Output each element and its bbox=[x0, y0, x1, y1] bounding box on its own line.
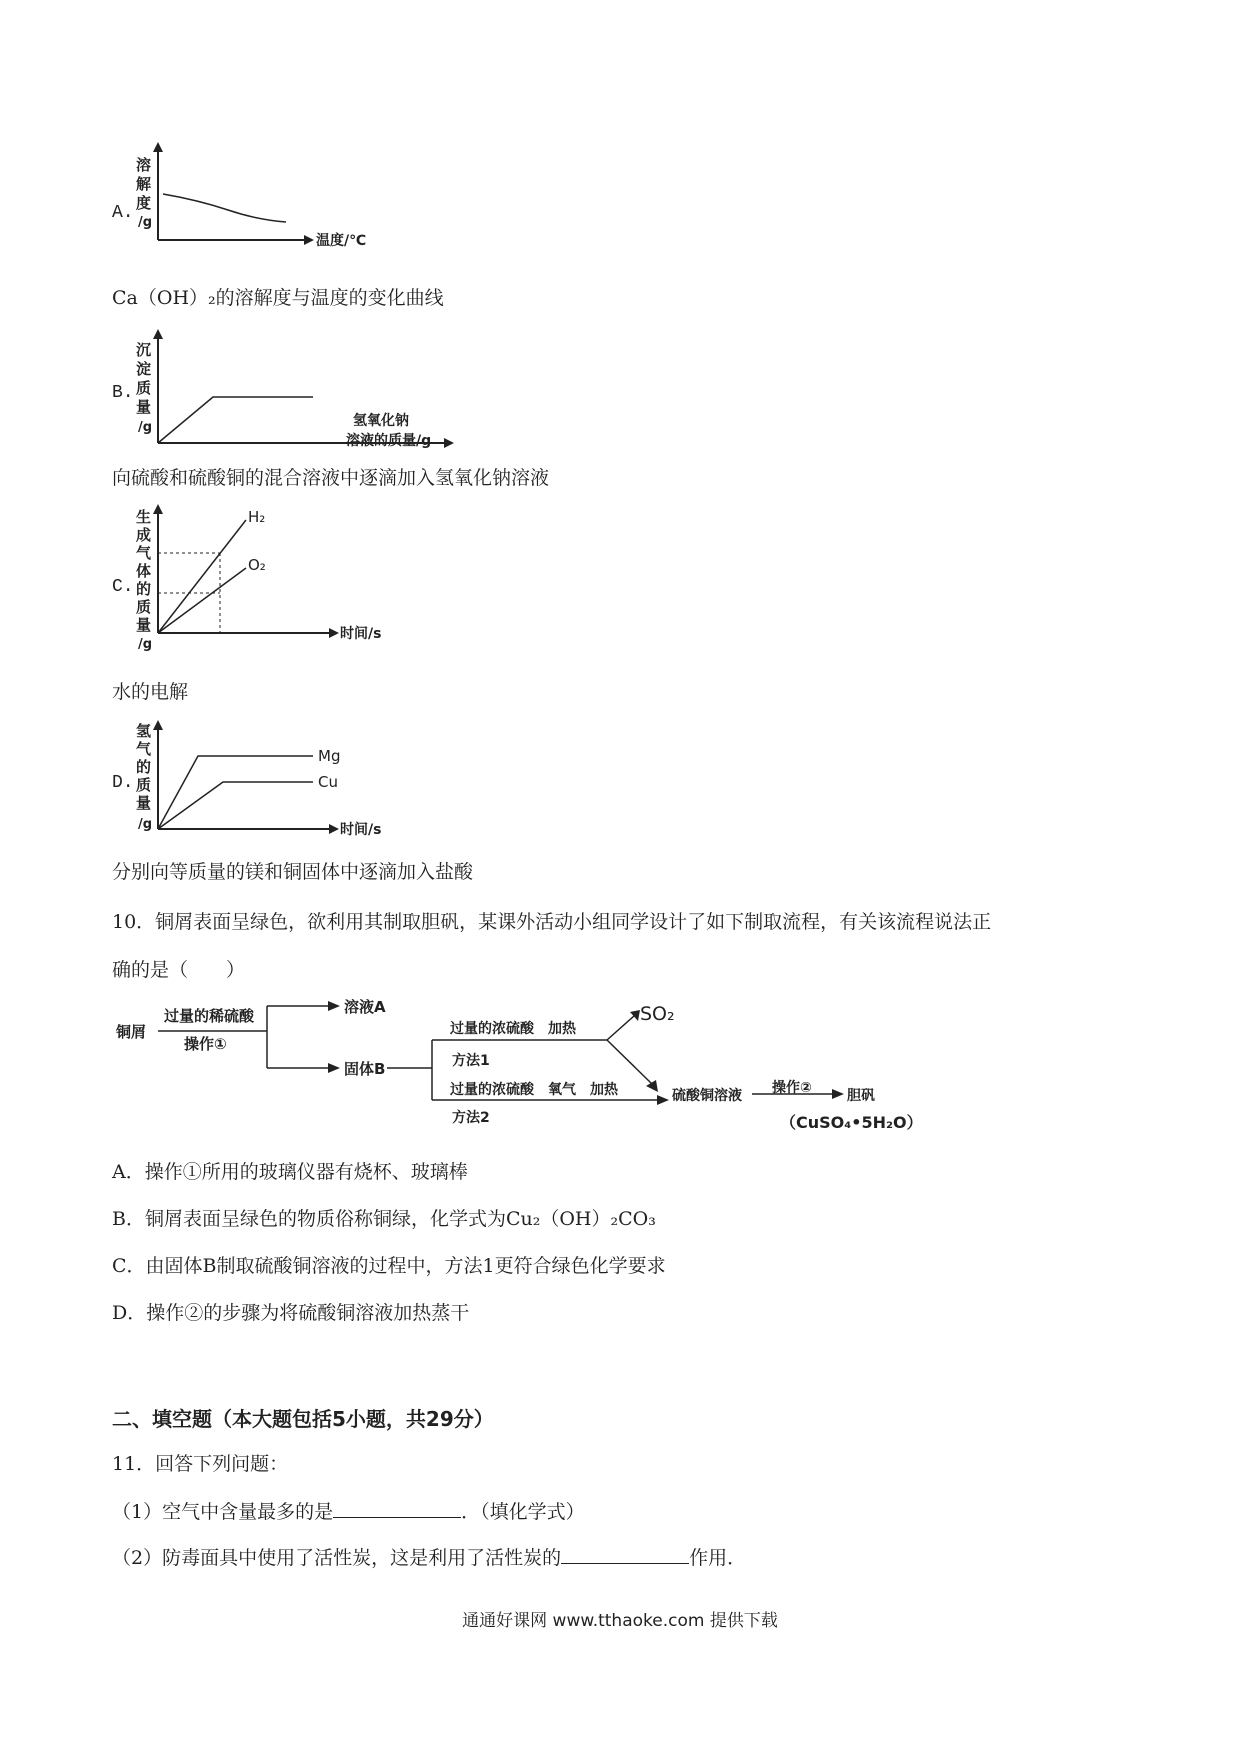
q10-option-b: B．铜屑表面呈绿色的物质俗称铜绿，化学式为Cu₂（OH）₂CO₃ bbox=[112, 1208, 656, 1230]
option-b-letter: B. bbox=[112, 383, 134, 403]
chart-d-x-arrow bbox=[329, 824, 339, 834]
chart-d-ylabel-1: 氢 bbox=[136, 722, 152, 740]
chart-d-line-mg bbox=[158, 756, 313, 829]
flow-start: 铜屑 bbox=[116, 1023, 147, 1041]
flow-op2: 操作② bbox=[772, 1080, 812, 1096]
flow-arrow-b bbox=[328, 1063, 340, 1073]
chart-d-ylabel-3: 的 bbox=[136, 758, 152, 776]
chart-c-ylabel-2: 成 bbox=[136, 526, 152, 544]
chart-b bbox=[128, 325, 468, 455]
chart-c-ylabel-4: 体 bbox=[136, 562, 152, 580]
q10-option-a: A．操作①所用的玻璃仪器有烧杯、玻璃棒 bbox=[112, 1161, 468, 1183]
chart-b-ylabel-2: 淀 bbox=[136, 360, 152, 378]
q11-part2 bbox=[112, 1545, 746, 1571]
q10-option-c: C．由固体B制取硫酸铜溶液的过程中，方法1更符合绿色化学要求 bbox=[112, 1255, 666, 1277]
chart-b-xlabel-2: 溶液的质量/g bbox=[346, 433, 432, 449]
q11-part2-blank[interactable] bbox=[561, 1545, 689, 1564]
flow-m2-bottom: 方法2 bbox=[452, 1110, 490, 1126]
option-c-caption: 水的电解 bbox=[112, 681, 189, 703]
chart-d-xlabel: 时间/s bbox=[340, 822, 382, 838]
chart-a-y-arrow bbox=[153, 142, 163, 152]
chart-a-curve bbox=[163, 194, 286, 222]
chart-a-ylabel-3: 度 bbox=[136, 194, 152, 212]
option-b-caption: 向硫酸和硫酸铜的混合溶液中逐滴加入氢氧化钠溶液 bbox=[112, 467, 550, 489]
flow-m1-top: 过量的浓硫酸 加热 bbox=[450, 1021, 576, 1037]
flow-arrow-m1 bbox=[646, 1080, 658, 1092]
chart-c-series-o2: O₂ bbox=[248, 556, 266, 574]
chart-a-xlabel: 温度/℃ bbox=[316, 233, 367, 249]
q11-part2-post: 作用． bbox=[689, 1547, 747, 1569]
section-heading: 二、填空题（本大题包括5小题，共29分） bbox=[112, 1407, 494, 1431]
chart-c-xlabel: 时间/s bbox=[340, 626, 382, 642]
chart-c-ylabel-7: 量 bbox=[136, 616, 152, 634]
flow-solution-a: 溶液A bbox=[344, 998, 386, 1016]
q10-flow-diagram bbox=[112, 988, 942, 1138]
flow-arrow-a bbox=[328, 1001, 340, 1011]
flow-step1-bottom: 操作① bbox=[184, 1035, 227, 1053]
flow-cuso4-solution: 硫酸铜溶液 bbox=[672, 1088, 742, 1104]
chart-a-ylabel-1: 溶 bbox=[136, 156, 152, 174]
chart-a bbox=[128, 140, 368, 255]
flow-arrow-m2 bbox=[657, 1095, 669, 1105]
chart-b-ylabel-1: 沉 bbox=[136, 341, 152, 359]
chart-a-ylabel-4: /g bbox=[138, 215, 153, 230]
q11-part2-pre: （2）防毒面具中使用了活性炭，这是利用了活性炭的 bbox=[112, 1547, 562, 1569]
q11-part1-post: ．（填化学式） bbox=[461, 1501, 585, 1523]
chart-c-ylabel-3: 气 bbox=[136, 544, 152, 562]
flow-m1-bottom: 方法1 bbox=[452, 1053, 490, 1069]
chart-d-line-cu bbox=[158, 782, 313, 829]
option-d-caption: 分别向等质量的镁和铜固体中逐滴加入盐酸 bbox=[112, 861, 474, 883]
flow-product: 胆矾 bbox=[847, 1088, 875, 1104]
option-a-caption: Ca（OH）₂的溶解度与温度的变化曲线 bbox=[112, 287, 444, 309]
option-a-letter: A. bbox=[112, 203, 134, 223]
chart-b-ylabel-5: /g bbox=[138, 420, 153, 435]
flow-line-to-so2 bbox=[607, 1016, 634, 1040]
chart-d bbox=[128, 716, 418, 846]
chart-a-ylabel-2: 解 bbox=[136, 175, 152, 193]
chart-b-ylabel-4: 量 bbox=[136, 398, 152, 416]
chart-b-ylabel-3: 质 bbox=[136, 379, 152, 397]
chart-d-series-mg: Mg bbox=[318, 747, 341, 765]
chart-b-xlabel-1: 氢氧化钠 bbox=[353, 413, 409, 429]
chart-b-curve bbox=[158, 397, 313, 443]
flow-m2-top: 过量的浓硫酸 氧气 加热 bbox=[450, 1082, 618, 1098]
chart-d-ylabel-5: 量 bbox=[136, 794, 152, 812]
page-footer: 通通好课网 www.tthaoke.com 提供下载 bbox=[462, 1611, 778, 1631]
chart-c-series-h2: H₂ bbox=[248, 508, 266, 526]
chart-b-y-arrow bbox=[153, 329, 163, 339]
option-d-letter: D. bbox=[112, 773, 134, 793]
chart-c-ylabel-6: 质 bbox=[136, 598, 152, 616]
q11-part1-blank[interactable] bbox=[333, 1499, 461, 1518]
chart-c-line-o2 bbox=[158, 568, 246, 633]
q10-option-d: D．操作②的步骤为将硫酸铜溶液加热蒸干 bbox=[112, 1302, 470, 1324]
flow-arrow-op2 bbox=[832, 1089, 844, 1099]
chart-d-y-arrow bbox=[153, 720, 163, 730]
chart-a-x-arrow bbox=[304, 235, 314, 245]
chart-c-line-h2 bbox=[158, 520, 246, 633]
chart-d-ylabel-6: /g bbox=[138, 817, 153, 832]
chart-b-x-arrow bbox=[444, 438, 454, 448]
flow-solid-b: 固体B bbox=[344, 1060, 386, 1078]
q11-part1 bbox=[112, 1499, 585, 1525]
chart-d-ylabel-4: 质 bbox=[136, 776, 152, 794]
chart-c bbox=[128, 500, 418, 660]
q10-stem-line2: 确的是（ ） bbox=[112, 959, 246, 981]
chart-d-series-cu: Cu bbox=[318, 773, 338, 791]
option-c-letter: C. bbox=[112, 577, 134, 597]
chart-c-y-arrow bbox=[153, 504, 163, 514]
chart-c-ylabel-8: /g bbox=[138, 637, 153, 652]
q11-stem: 11．回答下列问题： bbox=[112, 1453, 289, 1475]
chart-c-ylabel-1: 生 bbox=[136, 508, 152, 526]
chart-d-ylabel-2: 气 bbox=[136, 740, 152, 758]
flow-line-m1-to-cuso4 bbox=[607, 1040, 652, 1084]
chart-c-x-arrow bbox=[329, 628, 339, 638]
flow-so2: SO₂ bbox=[640, 1003, 675, 1025]
chart-c-ylabel-5: 的 bbox=[136, 580, 152, 598]
q11-part1-pre: （1）空气中含量最多的是 bbox=[112, 1501, 334, 1523]
flow-step1-top: 过量的稀硫酸 bbox=[164, 1007, 255, 1025]
q10-stem-line1: 10．铜屑表面呈绿色，欲利用其制取胆矾，某课外活动小组同学设计了如下制取流程，有关该流程说法正 bbox=[112, 911, 992, 933]
flow-formula: （CuSO₄•5H₂O） bbox=[780, 1113, 923, 1132]
flow-arrow-so2 bbox=[630, 1010, 640, 1021]
